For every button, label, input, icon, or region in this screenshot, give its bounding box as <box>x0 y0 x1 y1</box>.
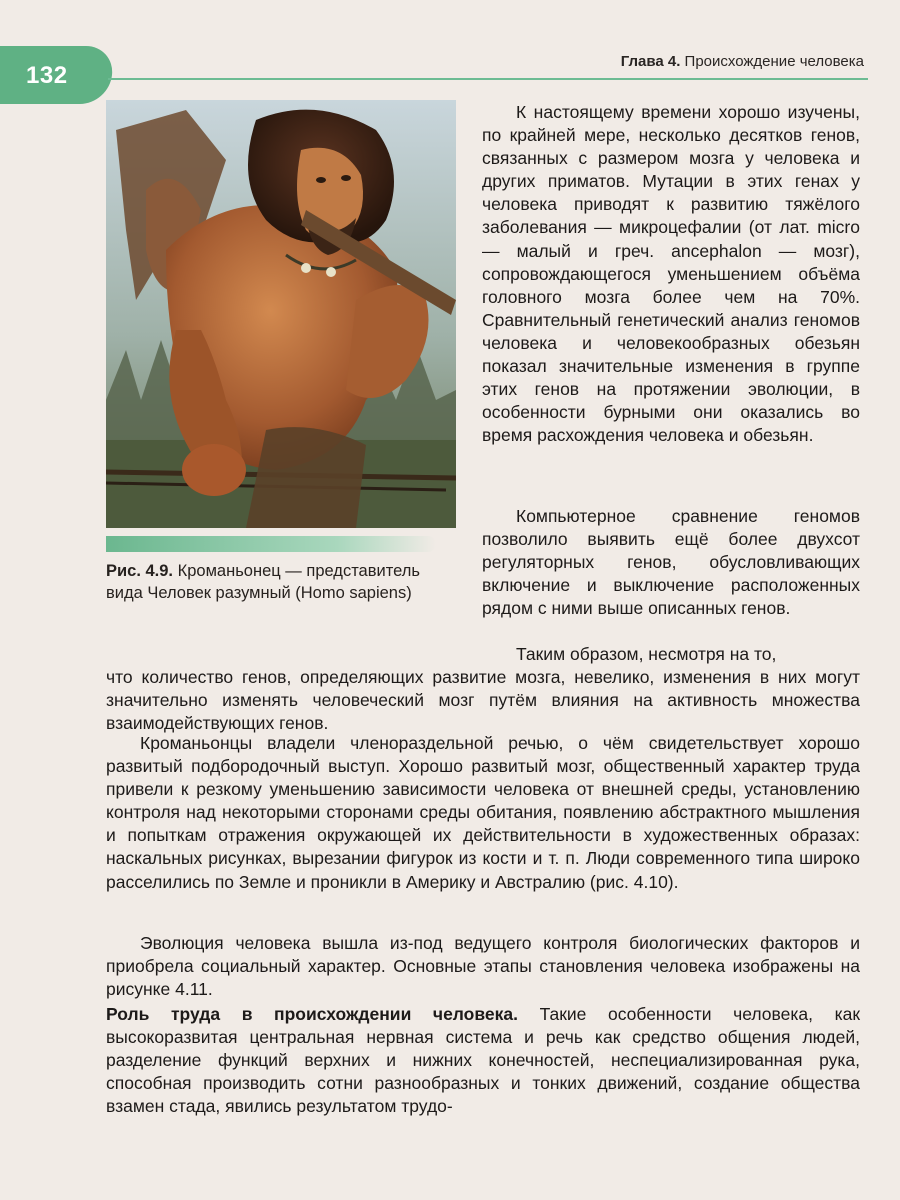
paragraph-text: Таким образом, несмотря на то, <box>516 644 777 664</box>
paragraph-cro-magnon <box>106 732 860 894</box>
section-text: Такие особенности человека, как высокоразвитая центральная нервная система и речь как средство общения людей, разделение функций верхних и нижних конечностей, неспециализированная рука, способная производить сотни разнообразных и тонких движений, создание общества взамен стада, явились результатом трудо- <box>106 1004 860 1117</box>
figure-caption-bar <box>106 536 436 552</box>
cro-magnon-illustration <box>106 100 456 528</box>
running-head <box>621 53 864 70</box>
paragraph-text <box>106 1003 860 1118</box>
figure-caption-text: Кроманьонец — представитель вида Человек разумный (Homo sapiens) <box>106 562 420 602</box>
page-number: 132 <box>26 62 68 89</box>
paragraph-3-continuation <box>106 666 860 735</box>
paragraph-evolution <box>106 932 860 1001</box>
column-paragraph-2 <box>482 505 860 620</box>
figure-label: Рис. 4.9. <box>106 562 174 580</box>
figure-caption <box>106 560 451 604</box>
paragraph-3-start <box>482 643 860 666</box>
paragraph-text: К настоящему времени хорошо изучены, по крайней мере, несколько десятков генов, связанных с размером мозга у человека и других приматов. Мутации в этих генах у человека приводят к развитию тяжёлого заболевания — микроцефалии (от лат. micro — малый и греч. ancephalon — мозг), сопровождающегося уменьшением объёма головного мозга более чем на 70%. Сравнительный генетический анализ геномов человека и человекообразных обезьян показал значительные изменения в группе этих генов на протяжении эволюции, в особенности бурными они оказались во время расхождения человека и обезьян. <box>482 102 860 446</box>
paragraph-text: Кроманьонцы владели членораздельной речью, о чём свидетельствует хорошо развитый подбородочный выступ. Хорошо развитый мозг, общественный характер труда привели к резкому уменьшению зависимости человека от внешней среды, установлению контроля над некоторыми сторонами среды обитания, появлению абстрактного мышления и попыткам отражения окружающей их действительности в художественных образах: наскальных рисунках, вырезании фигурок из кости и т. п. Люди современного типа широко расселились по Земле и проникли в Америку и Австралию (рис. 4.10). <box>106 733 860 892</box>
chapter-label: Глава 4. <box>620 53 681 70</box>
chapter-title: Происхождение человека <box>684 53 864 70</box>
paragraph-role-of-labor <box>106 1003 860 1118</box>
paragraph-text: Компьютерное сравнение геномов позволило выявить ещё более двухсот регуляторных генов, обусловливающих включение и выключение расположенных рядом с ними выше описанных генов. <box>482 506 860 619</box>
illustration-svg <box>106 100 456 528</box>
paragraph-text: что количество генов, определяющих развитие мозга, невелико, изменения в них могут значительно изменять человеческий мозг путём влияния на активность множества взаимодействующих генов. <box>106 667 860 734</box>
header-rule <box>108 78 868 80</box>
section-heading: Роль труда в происхождении человека. <box>106 1004 518 1024</box>
paragraph-text: Эволюция человека вышла из-под ведущего контроля биологических факторов и приобрела социальный характер. Основные этапы становления человека изображены на рисунке 4.11. <box>106 933 860 1000</box>
column-paragraph-1 <box>482 101 860 447</box>
